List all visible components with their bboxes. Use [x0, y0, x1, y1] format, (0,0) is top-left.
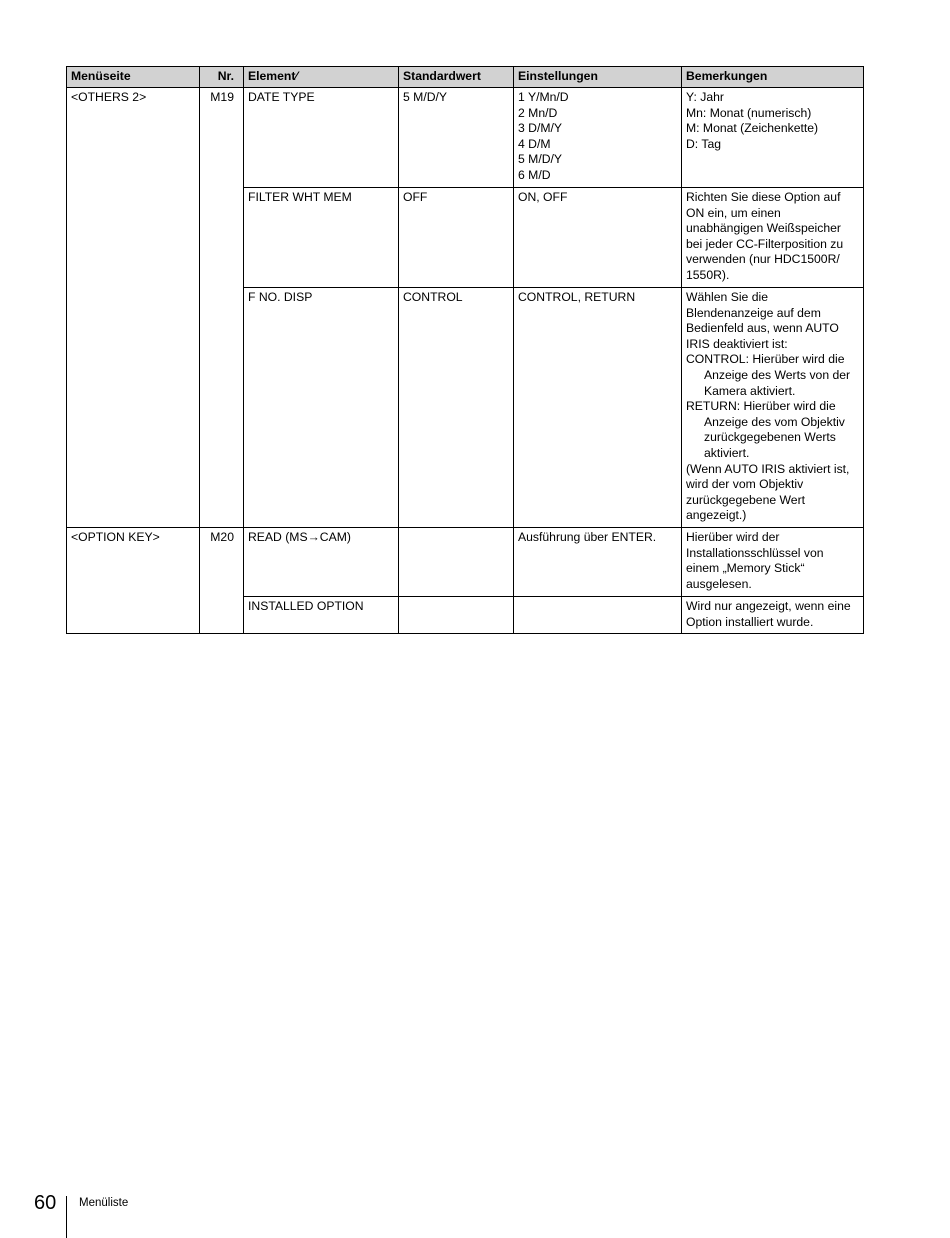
element-cell: F NO. DISP: [244, 288, 399, 528]
footer-section-label: Menüliste: [79, 1197, 129, 1209]
header-nr: Nr.: [200, 67, 244, 88]
remarks-line: unabhängigen Weißspeicher: [686, 221, 841, 236]
settings-line: 4 D/M: [518, 136, 551, 151]
default-cell: [399, 597, 514, 634]
settings-cell: [514, 188, 682, 288]
menu-number-cell: M19: [200, 88, 244, 528]
remarks-line: wird der vom Objektiv: [686, 477, 804, 492]
remarks-cell: [682, 288, 864, 528]
remarks-line: Y: Jahr: [686, 90, 724, 104]
settings-cell: [514, 88, 682, 188]
page-number: 60: [34, 1192, 57, 1214]
remarks-line: Bedienfeld aus, wenn AUTO: [686, 321, 839, 336]
remarks-line: Hierüber wird der: [686, 530, 780, 544]
settings-line: CONTROL, RETURN: [518, 290, 636, 304]
default-cell: CONTROL: [399, 288, 514, 528]
remarks-line: Richten Sie diese Option auf: [686, 190, 841, 204]
remarks-line: Wählen Sie die: [686, 290, 768, 304]
remarks-line: Mn: Monat (numerisch): [686, 105, 812, 120]
element-cell: INSTALLED OPTION: [244, 597, 399, 634]
settings-line: 6 M/D: [518, 167, 551, 182]
settings-line: Ausführung über ENTER.: [518, 530, 657, 544]
remarks-line-indented: Kamera aktiviert.: [704, 383, 796, 398]
remarks-line: IRIS deaktiviert ist:: [686, 336, 788, 351]
remarks-cell: [682, 597, 864, 634]
settings-cell: [514, 528, 682, 597]
remarks-line-indented: zurückgegebenen Werts: [704, 430, 836, 445]
remarks-cell: [682, 88, 864, 188]
element-cell: FILTER WHT MEM: [244, 188, 399, 288]
table-header-row: [67, 67, 864, 88]
menu-table: [66, 66, 864, 634]
remarks-line: bei jeder CC-Filterposition zu: [686, 236, 844, 251]
remarks-line: einem „Memory Stick“: [686, 561, 805, 576]
settings-cell: [514, 288, 682, 528]
remarks-line: Blendenanzeige auf dem: [686, 305, 821, 320]
remarks-cell: [682, 528, 864, 597]
settings-line: ON, OFF: [518, 190, 568, 204]
settings-line: 2 Mn/D: [518, 105, 558, 120]
default-cell: OFF: [399, 188, 514, 288]
footer-divider: [66, 1196, 67, 1238]
remarks-line-indented: Anzeige des Werts von der: [704, 367, 851, 382]
menu-number-cell: M20: [200, 528, 244, 634]
settings-cell: [514, 597, 682, 634]
remarks-line: Installationsschlüssel von: [686, 545, 824, 560]
remarks-line: ON ein, um einen: [686, 205, 781, 220]
remarks-line-indented: aktiviert.: [704, 445, 750, 460]
header-settings: Einstellungen: [514, 67, 682, 88]
remarks-line: D: Tag: [686, 136, 722, 151]
table-row: [67, 528, 864, 597]
settings-line: 3 D/M/Y: [518, 121, 563, 136]
remarks-line: zurückgegebene Wert: [686, 492, 806, 507]
remarks-line: M: Monat (Zeichenkette): [686, 121, 819, 136]
remarks-line: 1550R).: [686, 267, 730, 282]
menu-page-cell: <OPTION KEY>: [67, 528, 200, 634]
default-cell: [399, 528, 514, 597]
element-cell: READ (MS→CAM): [244, 528, 399, 597]
settings-line: 1 Y/Mn/D: [518, 90, 569, 104]
element-cell: DATE TYPE: [244, 88, 399, 188]
remarks-line: Wird nur angezeigt, wenn eine: [686, 599, 851, 613]
table-row: [67, 88, 864, 188]
default-cell: 5 M/D/Y: [399, 88, 514, 188]
header-default: Standardwert: [399, 67, 514, 88]
remarks-line: RETURN: Hierüber wird die: [686, 399, 836, 414]
remarks-line: angezeigt.): [686, 508, 747, 523]
remarks-line: CONTROL: Hierüber wird die: [686, 352, 845, 367]
remarks-line: Option installiert wurde.: [686, 614, 814, 629]
remarks-cell: [682, 188, 864, 288]
remarks-line: verwenden (nur HDC1500R/: [686, 252, 840, 267]
remarks-line: (Wenn AUTO IRIS aktiviert ist,: [686, 461, 850, 476]
header-page: Menüseite: [67, 67, 200, 88]
header-remarks: Bemerkungen: [682, 67, 864, 88]
header-element: Element⁄: [244, 67, 399, 88]
remarks-line-indented: Anzeige des vom Objektiv: [704, 414, 845, 429]
remarks-line: ausgelesen.: [686, 576, 752, 591]
menu-page-cell: <OTHERS 2>: [67, 88, 200, 528]
settings-line: 5 M/D/Y: [518, 152, 563, 167]
